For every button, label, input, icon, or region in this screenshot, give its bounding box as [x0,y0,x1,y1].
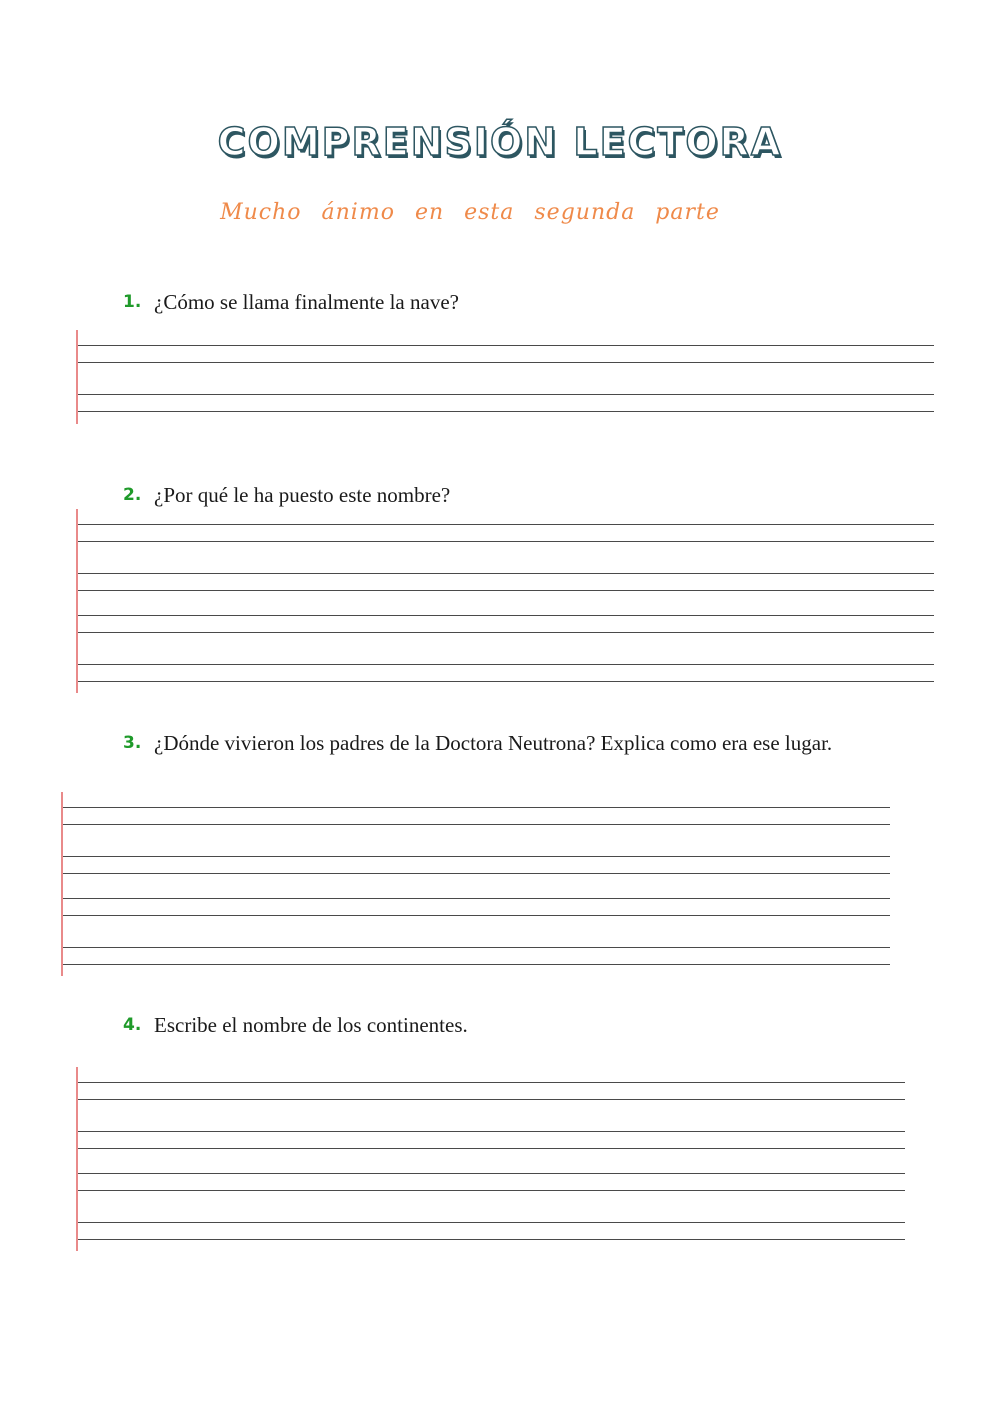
page-title: COMPRENSIÓN LECTORA [217,120,783,164]
margin-line [76,509,78,693]
margin-line [61,792,63,976]
margin-line [76,1067,78,1251]
answer-lines-4[interactable] [76,1067,905,1251]
page-subtitle: Mucho ánimo en esta segunda parte [220,200,720,225]
question-2 [123,481,874,510]
question-number: 3. [123,733,142,753]
question-number: 1. [123,292,142,312]
question-3 [123,729,874,758]
question-text: ¿Cómo se llama finalmente la nave? [154,290,459,314]
question-4 [123,1011,874,1040]
question-text: ¿Dónde vivieron los padres de la Doctora Neutrona? Explica como era ese lugar. [154,731,833,755]
answer-lines-2[interactable] [76,509,934,693]
question-1 [123,288,874,317]
question-number: 2. [123,485,142,505]
answer-lines-1[interactable] [76,330,934,424]
question-text: Escribe el nombre de los continentes. [154,1013,468,1037]
answer-lines-3[interactable] [61,792,890,976]
question-number: 4. [123,1015,142,1035]
question-text: ¿Por qué le ha puesto este nombre? [154,483,451,507]
